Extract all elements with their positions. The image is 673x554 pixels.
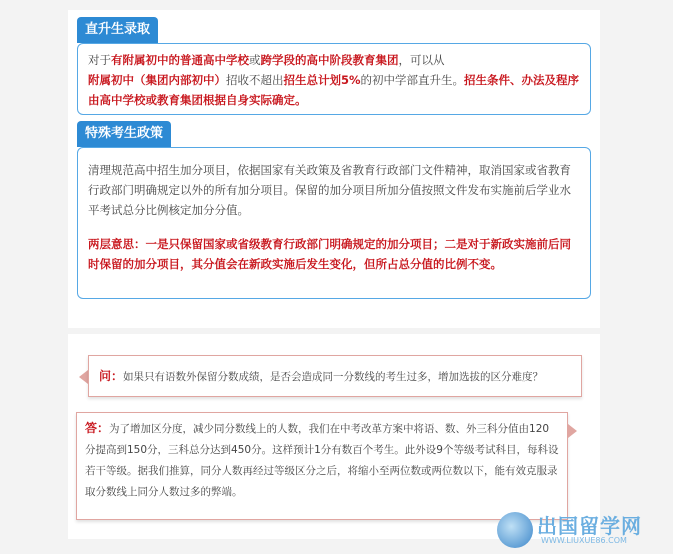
body-text: ，可以从: [398, 53, 445, 67]
highlight-text: 附属初中（集团内部初中）: [88, 73, 226, 87]
policy-explanation: 两层意思：一是只保留国家或省级教育行政部门明确规定的加分项目；二是对于新政实施前后同时保留的加分项目，其分值会在新政实施后发生变化，但所占总分值的比例不变。: [88, 237, 571, 271]
watermark-url: WWW.LIUXUE86.COM: [541, 536, 627, 545]
question-text: 如果只有语数外保留分数成绩，是否会造成同一分数线的考生过多，增加选拔的区分难度？: [123, 371, 544, 383]
question-label: 问：: [99, 369, 124, 383]
highlight-text: 招生总计划5%: [283, 73, 361, 87]
question-pointer: [79, 370, 88, 384]
highlight-text: 跨学段的高中阶段教育集团: [260, 53, 399, 67]
answer-text: 为了增加区分度，减少同分数线上的人数，我们在中考改革方案中将语、数、外三科分值由120分提高到150分，三科总分达到450分。这样预计1分有数百个考生。此外设9个等级考试科目，每科设若干等级。据我们推算，同分人数再经过等级区分之后，将缩小至两位数或两位数以下，能有效克服录取分数线上同分人数过多的弊端。: [85, 423, 559, 498]
body-text: 或: [249, 53, 261, 67]
body-text: 的初中学部直升生。: [360, 73, 465, 87]
answer-box: [76, 412, 568, 520]
answer-label: 答：: [85, 421, 110, 435]
highlight-text: 有附属初中的普通高中学校: [111, 53, 249, 67]
body-text: 招收不超出: [226, 73, 284, 87]
answer-pointer: [568, 424, 577, 438]
question-box: [88, 355, 582, 397]
watermark-logo: [497, 510, 667, 550]
highlight-text: 招生条件、办法及程序由高中学校或教育集团根据自身实际确定。: [88, 73, 580, 107]
section1-title: 直升生录取: [77, 17, 158, 43]
globe-icon: [497, 512, 533, 548]
policy-paragraph: 清理规范高中招生加分项目，依据国家有关政策及省教育行政部门文件精神，取消国家或省教育行政部门明确规定以外的所有加分项目。保留的加分项目所加分值按照文件发布实施前后学业水平考试总分比例核定加分分值。: [88, 163, 571, 217]
body-text: 对于: [88, 53, 111, 67]
section2-content: [77, 147, 591, 299]
watermark-name: 出国留学网: [537, 514, 642, 538]
section2-title: 特殊考生政策: [77, 121, 171, 147]
section1-content: [77, 43, 591, 115]
